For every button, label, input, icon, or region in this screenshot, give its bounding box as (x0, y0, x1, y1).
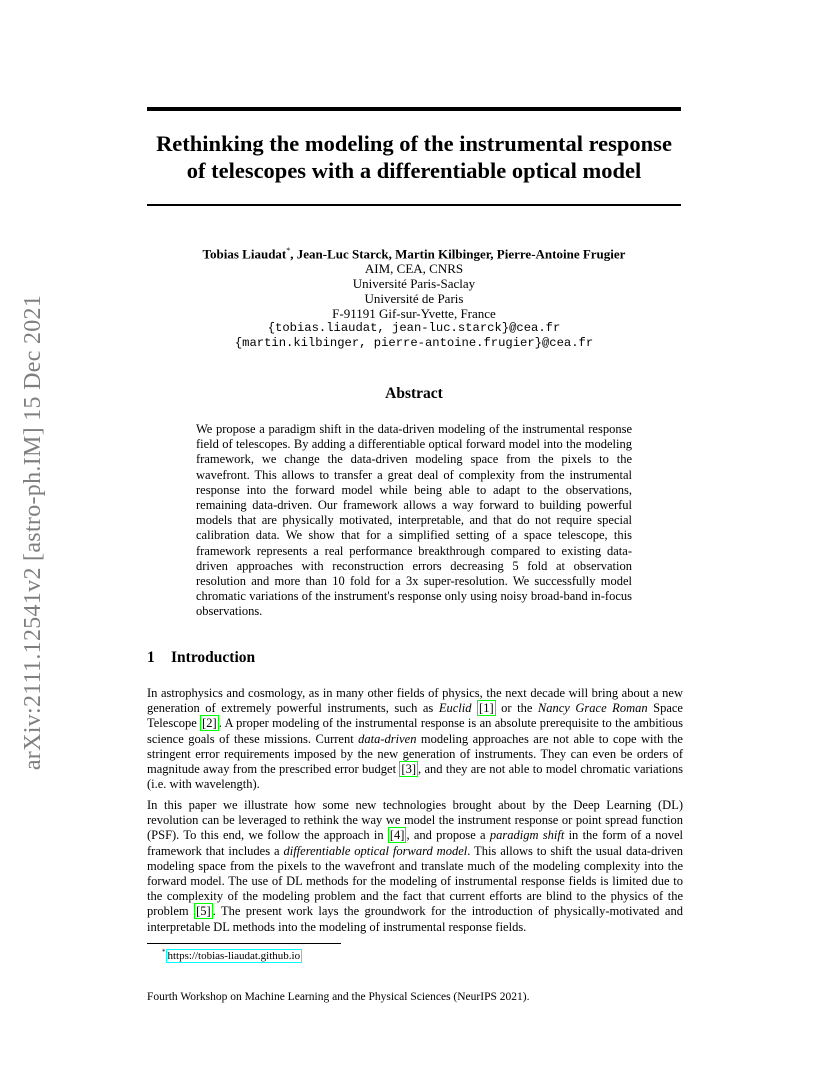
footnote-rule (147, 943, 341, 944)
intro-paragraph-1 (147, 686, 683, 792)
email-line: {martin.kilbinger, pierre-antoine.frugier}@cea.fr (234, 336, 594, 351)
citation-link[interactable]: [4] (389, 828, 405, 843)
affiliation-line: F-91191 Gif-sur-Yvette, France (332, 306, 496, 322)
text-run: in the form of a novel framework that includes a (147, 828, 683, 858)
text-run: , and propose a (406, 828, 490, 843)
venue-line: Fourth Workshop on Machine Learning and the Physical Sciences (NeurIPS 2021). (147, 991, 530, 1003)
data-driven-italic: data-driven (358, 731, 417, 746)
arxiv-identifier: arXiv:2111.12541v2 [astro-ph.IM] 15 Dec 2021 (20, 294, 47, 770)
arxiv-stamp (14, 262, 54, 802)
text-run: In this paper we illustrate how some new technologies brought about by the Deep Learning (DL) revolution can be leveraged to rethink the way we model the instrument response or point spread function (PSF). To this end, we follow the approach in (147, 798, 683, 843)
footnote (162, 948, 302, 962)
author-footnote-mark: * (286, 246, 291, 255)
text-run: Space Telescope (147, 701, 683, 731)
differentiable-model-italic: differentiable optical forward model (283, 843, 468, 858)
intro-paragraph-2 (147, 798, 683, 935)
author-block (147, 243, 681, 351)
text-run: modeling approaches are not able to cope with the stringent error requirements imposed by the new generation of instruments. They can even be orders of magnitude away from the prescribed error budget (147, 731, 683, 777)
euclid-italic: Euclid (438, 701, 472, 716)
affiliation-line: Université de Paris (364, 291, 464, 307)
title-line-1: Rethinking the modeling of the instrumental response (156, 131, 672, 156)
section-number: 1 (147, 649, 155, 666)
abstract-heading: Abstract (385, 385, 443, 402)
text-run: . A proper modeling of the instrumental response is an absolute prerequisite to the ambitious science goals of these missions. Current (147, 716, 684, 746)
text-run: In astrophysics and cosmology, as in many other fields of physics, the next decade will bring about a new generation of extremely powerful instruments, such as (147, 686, 683, 716)
text-run: or the (495, 701, 538, 716)
text-run: . This allows to shift the usual data-driven modeling space from the pixels to the wavefront and translate much of the modeling complexity into the forward model. The use of DL methods for the modeling of instrumental response fields is limited due to the complexity of the modeling problem and the fact that current efforts are blind to the physics of the problem (147, 843, 683, 919)
affiliation-line: Université Paris-Saclay (352, 276, 476, 292)
other-authors: , Jean-Luc Starck, Martin Kilbinger, Pierre-Antoine Frugier (290, 246, 626, 262)
citation-link[interactable]: [2] (202, 716, 217, 731)
citation-link[interactable]: [5] (196, 904, 211, 919)
first-author: Tobias Liaudat (202, 246, 287, 262)
title-line-2: of telescopes with a differentiable optical model (186, 158, 642, 183)
citation-link[interactable]: [1] (479, 701, 494, 716)
title-bottom-rule (147, 204, 681, 206)
footnote-mark: * (162, 948, 166, 956)
roman-italic: Nancy Grace Roman (537, 701, 648, 716)
text-run: , and they are not able to model chromatic variations (i.e. with wavelength). (147, 762, 683, 792)
paper-title (147, 130, 681, 184)
affiliation-line: AIM, CEA, CNRS (364, 261, 464, 277)
homepage-link[interactable]: https://tobias-liaudat.github.io (167, 949, 301, 962)
author-names (147, 243, 681, 261)
title-top-rule (147, 107, 681, 111)
section-heading-introduction (147, 649, 255, 667)
paradigm-shift-italic: paradigm shift (489, 828, 565, 843)
email-line: {tobias.liaudat, jean-luc.starck}@cea.fr (267, 321, 561, 336)
text-run: . The present work lays the groundwork for the introduction of physically-motivated and interpretable DL methods into the modeling of instrumental response fields. (147, 904, 683, 934)
section-title: Introduction (171, 649, 256, 666)
citation-link[interactable]: [3] (401, 762, 416, 777)
abstract-text: We propose a paradigm shift in the data-driven modeling of the instrumental response field of telescopes. By adding a differentiable optical forward model into the modeling framework, we change the data-driven modeling space from the pixels to the wavefront. This allows to transfer a great deal of complexity from the instrumental response into the forward model while being able to adapt to the observations, remaining data-driven. Our framework allows a way forward to building powerful models that are physically motivated, interpretable, and that do not require special calibration data. We show that for a simplified setting of a space telescope, this framework represents a real performance breakthrough compared to existing data-driven approaches with reconstruction errors decreasing 5 fold at observation resolution and more than 10 fold for a 3x super-resolution. We successfully model chromatic variations of the instrument's response only using noisy broad-band in-focus observations. (196, 422, 632, 619)
